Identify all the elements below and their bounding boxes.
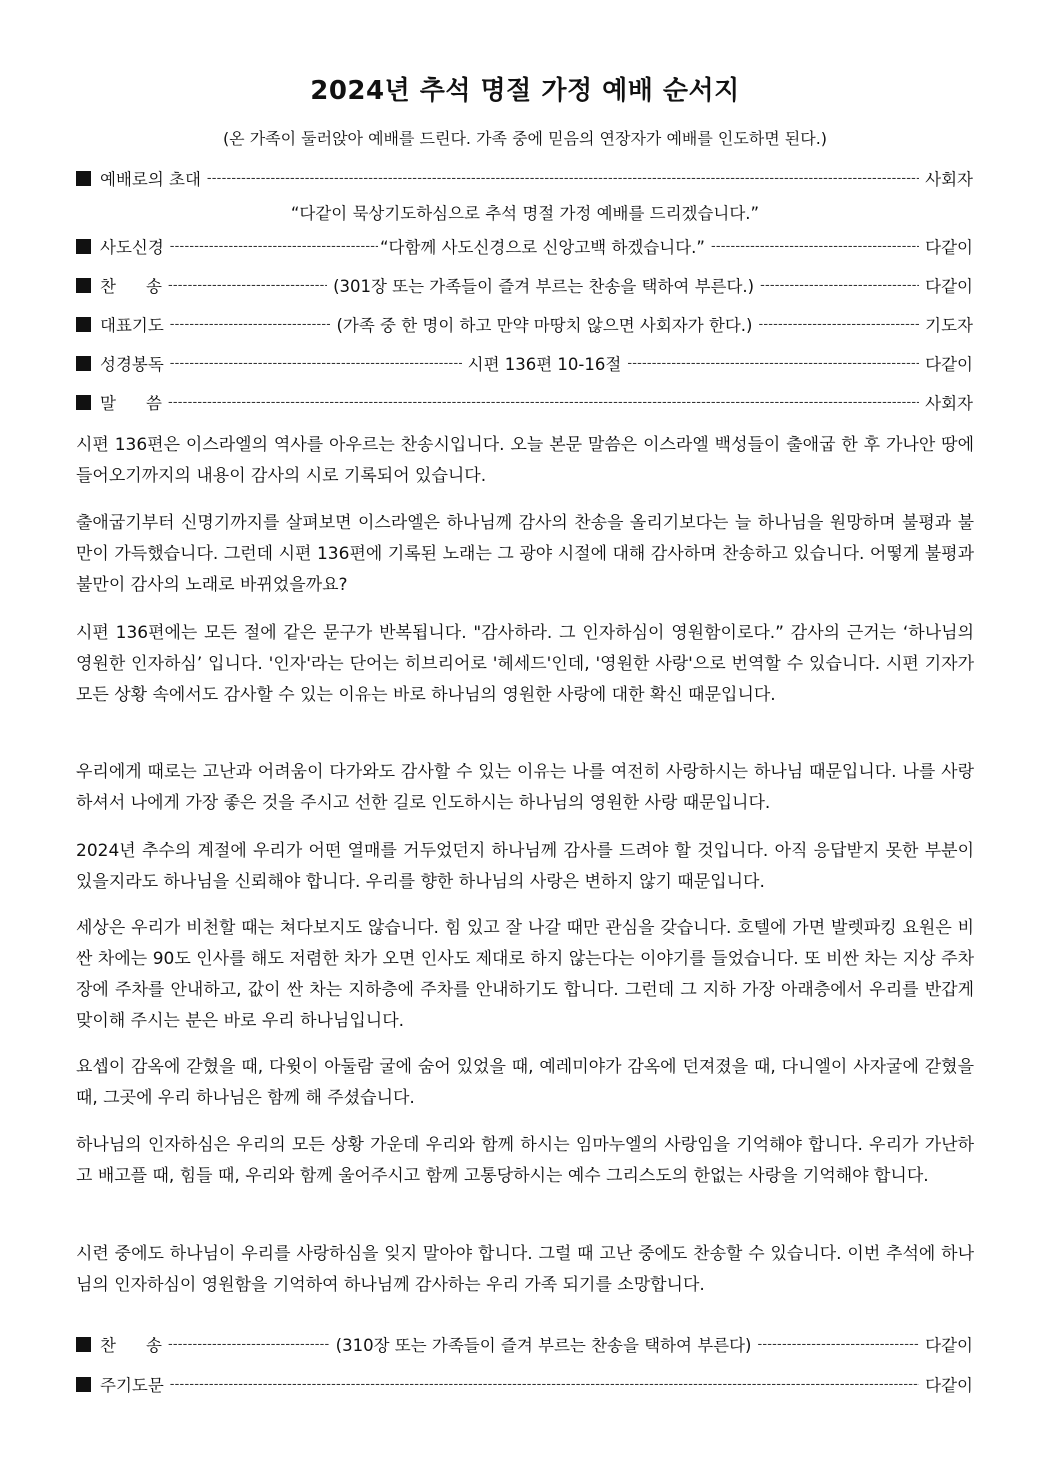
order-role: 다같이 — [925, 1336, 973, 1355]
dotted-leader — [760, 278, 919, 293]
page-title: 2024년 추석 명절 가정 예배 순서지 — [310, 76, 740, 106]
order-description: (310장 또는 가족들이 즐겨 부르는 찬송을 택하여 부른다) — [335, 1336, 752, 1355]
dotted-leader — [757, 1337, 919, 1352]
order-description: (301장 또는 가족들이 즐겨 부르는 찬송을 택하여 부른다.) — [333, 277, 755, 296]
order-role: 사회자 — [925, 394, 973, 413]
square-bullet-icon — [76, 171, 91, 186]
order-description: “다함께 사도신경으로 신앙고백 하겠습니다.” — [379, 238, 705, 257]
order-role: 사회자 — [925, 170, 973, 189]
order-label-part: 씀 — [146, 394, 162, 413]
square-bullet-icon — [76, 239, 91, 254]
order-row-hymn-1 — [76, 273, 973, 297]
order-label: 성경봉독 — [100, 355, 164, 374]
dotted-leader — [170, 317, 331, 332]
order-row-hymn-2 — [76, 1332, 973, 1356]
sermon-paragraph: 요셉이 감옥에 갇혔을 때, 다윗이 아둘람 굴에 숨어 있었을 때, 예레미야가 감옥에 던져졌을 때, 다니엘이 사자굴에 갇혔을 때, 그곳에 우리 하나님은 함께 해 주셨습니다. — [76, 1057, 974, 1108]
order-label-part: 말 — [100, 394, 116, 413]
square-bullet-icon — [76, 356, 91, 371]
dotted-leader — [168, 278, 327, 293]
order-role: 기도자 — [925, 316, 973, 335]
order-label: 주기도문 — [100, 1376, 164, 1395]
sermon-paragraph: 시련 중에도 하나님이 우리를 사랑하심을 잊지 말아야 합니다. 그럴 때 고난 중에도 찬송할 수 있습니다. 이번 추석에 하나님의 인자하심이 영원함을 기억하여 하나님께 감사하는 우리 가족 되기를 소망합니다. — [76, 1244, 974, 1295]
order-label — [100, 273, 162, 297]
sermon-paragraph: 시편 136편은 이스라엘의 역사를 아우르는 찬송시입니다. 오늘 본문 말씀은 이스라엘 백성들이 출애굽 한 후 가나안 땅에 들어오기까지의 내용이 감사의 시로 기록되어 있습니다. — [76, 435, 974, 486]
sermon-paragraph: 2024년 추수의 계절에 우리가 어떤 열매를 거두었던지 하나님께 감사를 드려야 할 것입니다. 아직 응답받지 못한 부분이 있을지라도 하나님을 신뢰해야 합니다. 우리를 향한 하나님의 사랑은 변하지 않기 때문입니다. — [76, 841, 974, 892]
order-label-part: 찬 — [100, 277, 116, 296]
order-role: 다같이 — [925, 1376, 973, 1395]
dotted-leader — [170, 1377, 919, 1392]
order-row-invitation — [76, 166, 973, 190]
order-label: 사도신경 — [100, 238, 164, 257]
dotted-leader — [207, 171, 919, 186]
order-label-part: 송 — [146, 277, 162, 296]
order-row-reading — [76, 351, 973, 375]
order-row-prayer — [76, 312, 973, 336]
sermon-paragraph: 시편 136편에는 모든 절에 같은 문구가 반복됩니다. "감사하라. 그 인자하심이 영원함이로다.” 감사의 근거는 ‘하나님의 영원한 인자하심’ 입니다. '인자'라는 단어는 히브리어로 '헤세드'인데, '영원한 사랑'으로 번역할 수 있습니다. 시편 기자가 모든 상황 속에서도 감사할 수 있는 이유는 바로 하나님의 영원한 사랑에 대한 확신 때문입니다. — [76, 623, 974, 705]
square-bullet-icon — [76, 395, 91, 410]
square-bullet-icon — [76, 1377, 91, 1392]
page-subtitle: (온 가족이 둘러앉아 예배를 드린다. 가족 중에 믿음의 연장자가 예배를 인도하면 된다.) — [222, 129, 828, 148]
order-label-part: 찬 — [100, 1336, 116, 1355]
sermon-paragraph: 세상은 우리가 비천할 때는 쳐다보지도 않습니다. 힘 있고 잘 나갈 때만 관심을 갖습니다. 호텔에 가면 발렛파킹 요원은 비싼 차에는 90도 인사를 해도 저렴한 차가 오면 인사도 제대로 하지 않는다는 이야기를 들었습니다. 또 비싼 차는 지상 주차장에 주차를 안내하고, 값이 싼 차는 지하층에 주차를 안내하기도 합니다. 그런데 그 지하 가장 아래층에서 우리를 반갑게 맞이해 주시는 분은 바로 우리 하나님입니다. — [76, 918, 974, 1031]
sermon-paragraph: 출애굽기부터 신명기까지를 살펴보면 이스라엘은 하나님께 감사의 찬송을 올리기보다는 늘 하나님을 원망하며 불평과 불만이 가득했습니다. 그런데 시편 136편에 기록된 노래는 그 광야 시절에 대해 감사하며 찬송하고 있습니다. 어떻게 불평과 불만이 감사의 노래로 바뀌었을까요? — [76, 513, 974, 595]
order-role: 다같이 — [925, 355, 973, 374]
dotted-leader — [711, 239, 919, 254]
order-label: 대표기도 — [100, 316, 164, 335]
order-row-sermon — [76, 390, 973, 414]
dotted-leader — [170, 239, 378, 254]
square-bullet-icon — [76, 1337, 91, 1352]
order-description: (가족 중 한 명이 하고 만약 마땅치 않으면 사회자가 한다.) — [336, 316, 753, 335]
order-label: 예배로의 초대 — [100, 170, 201, 189]
order-row-lords-prayer — [76, 1372, 973, 1396]
sermon-paragraph: 하나님의 인자하심은 우리의 모든 상황 가운데 우리와 함께 하시는 임마누엘의 사랑임을 기억해야 합니다. 우리가 가난하고 배고플 때, 힘들 때, 우리와 함께 울어주시고 함께 고통당하시는 예수 그리스도의 한없는 사랑을 기억해야 합니다. — [76, 1135, 974, 1186]
order-description: 시편 136편 10-16절 — [467, 355, 622, 374]
dotted-leader — [168, 395, 919, 410]
square-bullet-icon — [76, 317, 91, 332]
order-role: 다같이 — [925, 277, 973, 296]
order-label — [100, 1332, 162, 1356]
order-row-creed — [76, 234, 973, 258]
order-label-part: 송 — [146, 1336, 162, 1355]
order-label — [100, 390, 162, 414]
dotted-leader — [168, 1337, 330, 1352]
dotted-leader — [758, 317, 919, 332]
sermon-paragraph: 우리에게 때로는 고난과 어려움이 다가와도 감사할 수 있는 이유는 나를 여전히 사랑하시는 하나님 때문입니다. 나를 사랑하셔서 나에게 가장 좋은 것을 주시고 선한 길로 인도하시는 하나님의 영원한 사랑 때문입니다. — [76, 762, 974, 813]
order-role: 다같이 — [925, 238, 973, 257]
invitation-quote: “다같이 묵상기도하심으로 추석 명절 가정 예배를 드리겠습니다.” — [290, 204, 760, 223]
dotted-leader — [170, 356, 462, 371]
square-bullet-icon — [76, 278, 91, 293]
dotted-leader — [627, 356, 919, 371]
